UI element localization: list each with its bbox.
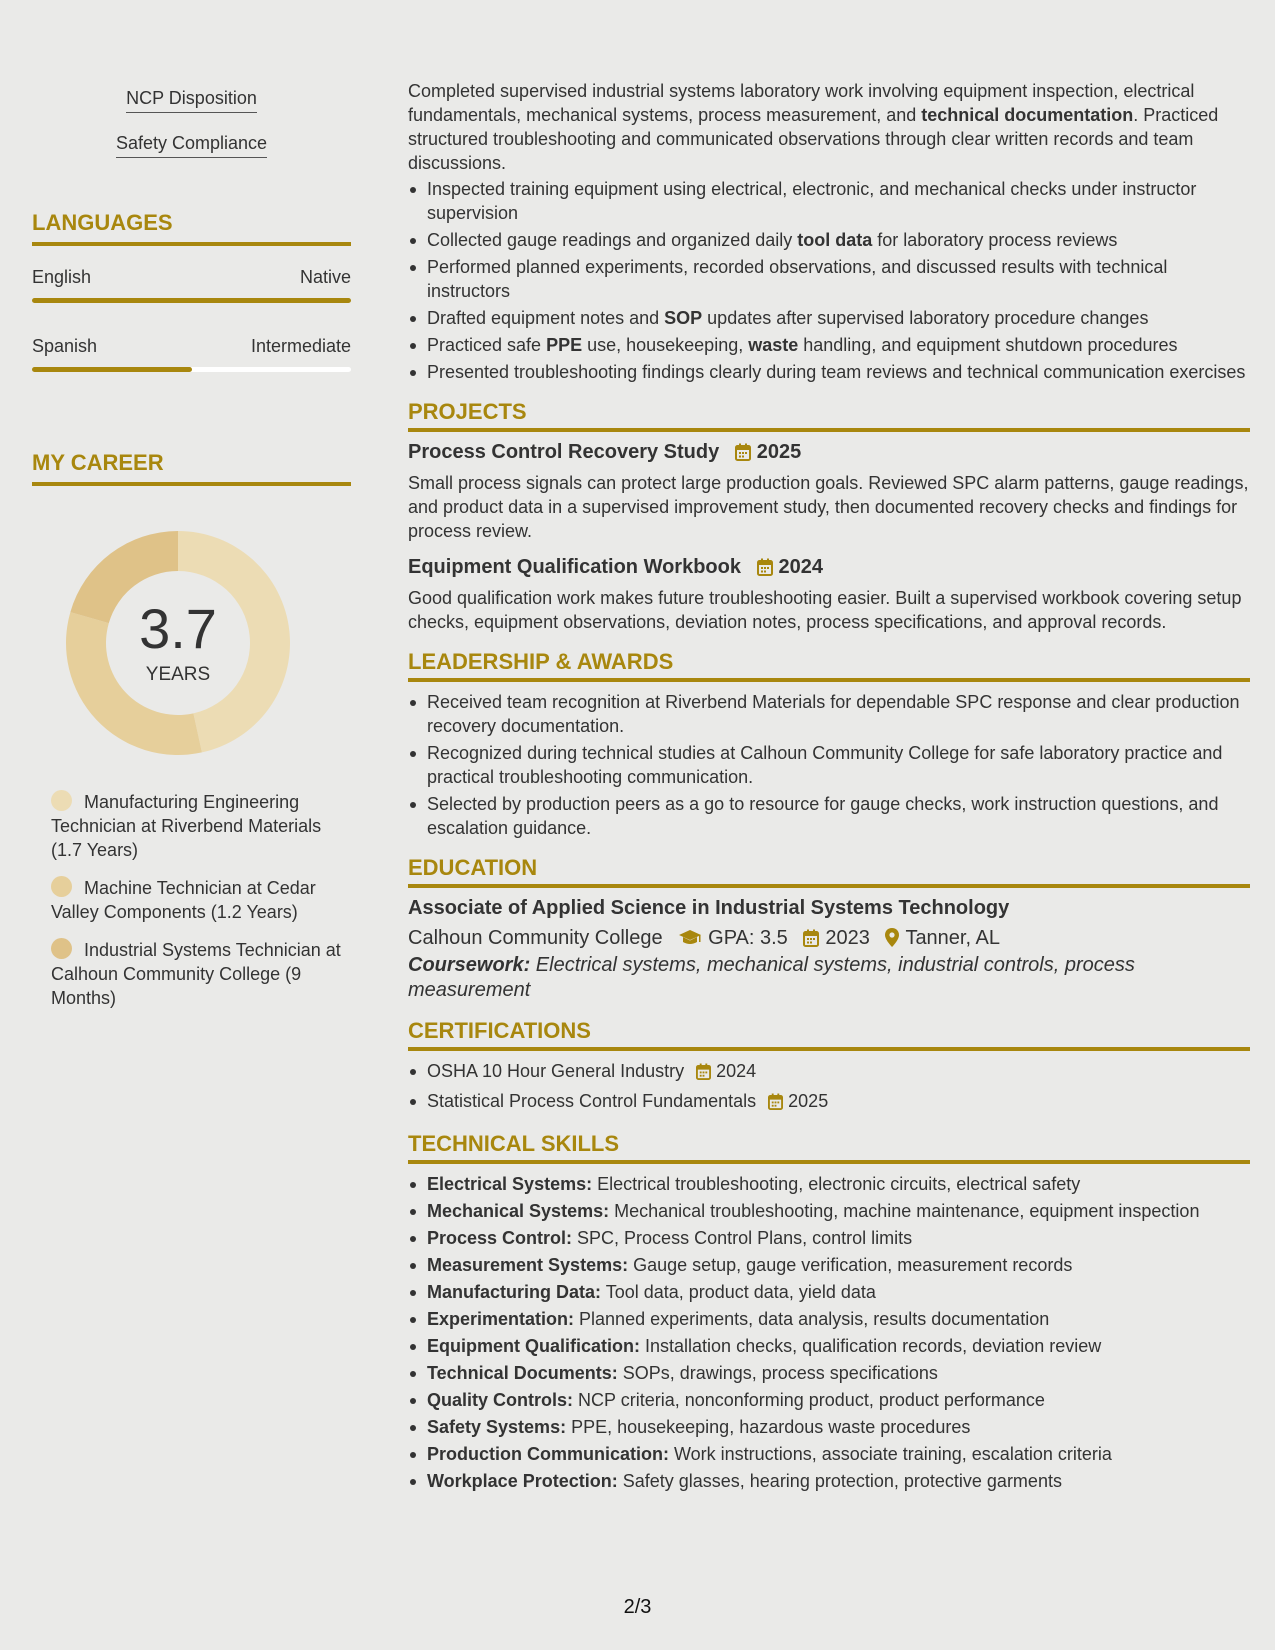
education-details — [408, 926, 1250, 953]
career-legend-item — [51, 938, 351, 1010]
language-proficiency-bar — [32, 298, 351, 303]
list-item: Technical Documents: SOPs, drawings, process specifications — [408, 1361, 1250, 1385]
skill-tag: NCP Disposition — [126, 88, 257, 113]
list-item — [408, 1059, 1250, 1086]
intro-bullets — [408, 177, 1250, 384]
list-item: Equipment Qualification: Installation checks, qualification records, deviation review — [408, 1334, 1250, 1358]
cert-year: 2025 — [788, 1091, 829, 1111]
projects-heading: PROJECTS — [408, 400, 1250, 432]
skills-list — [408, 1172, 1250, 1493]
career-legend-item — [51, 790, 351, 862]
legend-label: Machine Technician at Cedar Valley Components (1.2 Years) — [51, 878, 316, 922]
project-item — [408, 555, 1250, 634]
legend-swatch — [51, 790, 72, 811]
list-item: Selected by production peers as a go to resource for gauge checks, work instruction questions, and escalation guidance. — [408, 792, 1250, 840]
language-item — [32, 267, 351, 303]
list-item: Production Communication: Work instructions, associate training, escalation criteria — [408, 1442, 1250, 1466]
degree-title: Associate of Applied Science in Industrial Systems Technology — [408, 897, 1010, 919]
career-total-unit: YEARS — [145, 664, 211, 685]
list-item: Presented troubleshooting findings clearly during team reviews and technical communication exercises — [408, 360, 1250, 384]
list-item: Process Control: SPC, Process Control Plans, control limits — [408, 1226, 1250, 1250]
project-title-row — [408, 440, 1250, 467]
school-name: Calhoun Community College — [408, 927, 663, 949]
location: Tanner, AL — [905, 927, 1000, 949]
language-proficiency-bar — [32, 367, 351, 372]
calendar-icon — [768, 1092, 783, 1116]
list-item: Workplace Protection: Safety glasses, hearing protection, protective garments — [408, 1469, 1250, 1493]
coursework-text: Electrical systems, mechanical systems, industrial controls, process measurement — [408, 954, 1135, 1001]
list-item: Practiced safe PPE use, housekeeping, waste handling, and equipment shutdown procedures — [408, 333, 1250, 357]
list-item: Recognized during technical studies at Calhoun Community College for safe laboratory practice and practical troubleshooting communication. — [408, 741, 1250, 789]
skill-tag: Safety Compliance — [116, 133, 267, 158]
legend-label: Manufacturing Engineering Technician at Riverbend Materials (1.7 Years) — [51, 792, 322, 860]
graduation-year: 2023 — [825, 927, 870, 949]
leadership-heading: LEADERSHIP & AWARDS — [408, 650, 1250, 682]
career-donut-chart — [66, 531, 290, 755]
graduation-cap-icon — [678, 929, 702, 953]
main-content — [408, 79, 1250, 1496]
calendar-icon — [696, 1062, 711, 1086]
certifications-heading: CERTIFICATIONS — [408, 1019, 1250, 1051]
legend-label: Industrial Systems Technician at Calhoun Community College (9 Months) — [51, 940, 341, 1008]
list-item: Manufacturing Data: Tool data, product data, yield data — [408, 1280, 1250, 1304]
list-item: Quality Controls: NCP criteria, nonconforming product, product performance — [408, 1388, 1250, 1412]
map-pin-icon — [885, 928, 899, 953]
list-item: Drafted equipment notes and SOP updates after supervised laboratory procedure changes — [408, 306, 1250, 330]
list-item: Mechanical Systems: Mechanical troubleshooting, machine maintenance, equipment inspection — [408, 1199, 1250, 1223]
language-name: Spanish — [32, 336, 98, 356]
languages-heading: LANGUAGES — [32, 210, 351, 246]
calendar-icon — [757, 558, 773, 582]
project-title: Equipment Qualification Workbook — [408, 556, 741, 578]
bold-text: technical documentation — [921, 105, 1134, 125]
language-level: Intermediate — [250, 336, 351, 356]
project-year: 2025 — [756, 441, 802, 463]
calendar-icon — [803, 929, 819, 953]
cert-year: 2024 — [716, 1061, 757, 1081]
list-item: Collected gauge readings and organized daily tool data for laboratory process reviews — [408, 228, 1250, 252]
skills-heading: TECHNICAL SKILLS — [408, 1132, 1250, 1164]
project-title-row — [408, 555, 1250, 582]
coursework — [408, 953, 1250, 1003]
list-item: Electrical Systems: Electrical troubleshooting, electronic circuits, electrical safety — [408, 1172, 1250, 1196]
gpa: GPA: 3.5 — [708, 927, 788, 949]
language-proficiency-fill — [32, 298, 351, 303]
project-item — [408, 440, 1250, 543]
text: . Practiced structured troubleshooting and communicated observations through clear written records and team discussions. — [408, 105, 1219, 173]
language-proficiency-fill — [32, 367, 192, 372]
list-item: Inspected training equipment using electrical, electronic, and mechanical checks under instructor supervision — [408, 177, 1250, 225]
career-heading: MY CAREER — [32, 450, 351, 486]
cert-name: OSHA 10 Hour General Industry — [427, 1061, 685, 1081]
career-total-value: 3.7 — [139, 597, 217, 660]
list-item: Received team recognition at Riverbend Materials for dependable SPC response and clear production recovery documentation. — [408, 690, 1250, 738]
certifications-list — [408, 1059, 1250, 1116]
list-item: Performed planned experiments, recorded observations, and discussed results with technical instructors — [408, 255, 1250, 303]
list-item: Measurement Systems: Gauge setup, gauge verification, measurement records — [408, 1253, 1250, 1277]
project-description: Small process signals can protect large production goals. Reviewed SPC alarm patterns, gauge readings, and product data in a supervised improvement study, then documented recovery checks and findings for process review. — [408, 473, 1249, 541]
list-item — [408, 1089, 1250, 1116]
language-name: English — [32, 267, 92, 287]
calendar-icon — [735, 443, 751, 467]
page-number: 2/3 — [623, 1596, 652, 1618]
list-item: Safety Systems: PPE, housekeeping, hazardous waste procedures — [408, 1415, 1250, 1439]
donut-center — [66, 531, 290, 755]
language-level: Native — [299, 267, 351, 287]
coursework-label: Coursework: — [408, 954, 531, 976]
intro-paragraph — [408, 79, 1250, 175]
language-item — [32, 336, 351, 372]
project-description: Good qualification work makes future troubleshooting easier. Built a supervised workbook covering setup checks, equipment observations, deviation notes, process specifications, and approval records. — [408, 588, 1242, 632]
project-title: Process Control Recovery Study — [408, 441, 720, 463]
career-legend-item — [51, 876, 351, 924]
list-item: Experimentation: Planned experiments, data analysis, results documentation — [408, 1307, 1250, 1331]
leadership-list — [408, 690, 1250, 840]
cert-name: Statistical Process Control Fundamentals — [427, 1091, 757, 1111]
project-year: 2024 — [778, 556, 824, 578]
text: Completed supervised industrial systems laboratory work involving equipment inspection, electrical fundamentals, mechanical systems, process measurement, and — [408, 81, 1195, 125]
legend-swatch — [51, 938, 72, 959]
legend-swatch — [51, 876, 72, 897]
education-heading: EDUCATION — [408, 856, 1250, 888]
